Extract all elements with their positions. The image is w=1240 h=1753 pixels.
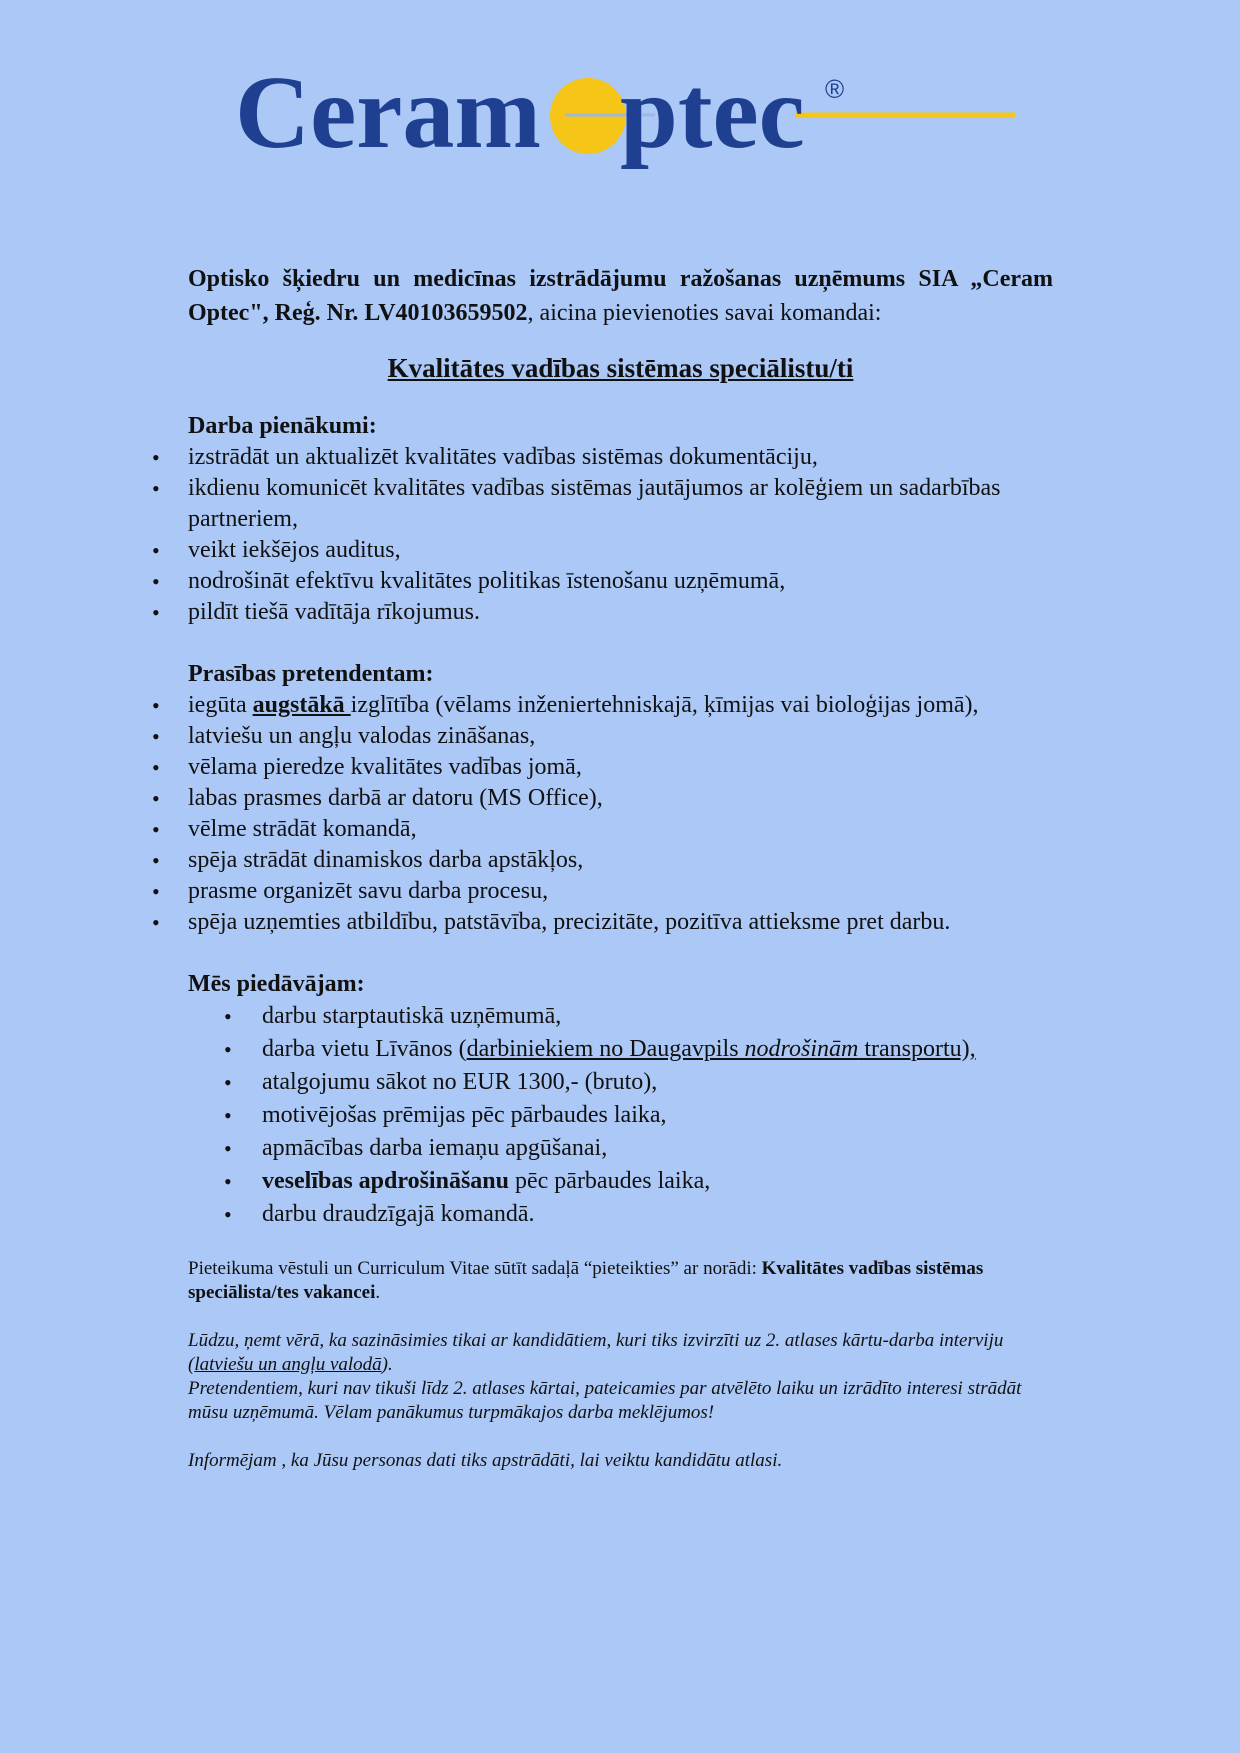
list-item: • veikt iekšējos auditus, <box>188 535 1053 566</box>
application-text: Pieteikuma vēstuli un Curriculum Vitae sūtīt sadaļā “pieteikties” ar norādi: <box>188 1258 762 1279</box>
list-item <box>262 1165 1053 1198</box>
req-text: iegūta <box>188 692 253 718</box>
req-text: izglītība (vēlams inženiertehniskajā, ķīmijas vai bioloģijas jomā), <box>350 692 979 718</box>
company-logo <box>235 60 1015 185</box>
application-subject: Kvalitātes vadības sistēmas speciālista/tes vakancei <box>188 1258 984 1303</box>
duties-heading: Darba pienākumi: <box>188 413 377 439</box>
offer-list <box>262 1000 1053 1231</box>
offer-text: pēc pārbaudes laika, <box>508 1168 711 1194</box>
intro-invite: , aicina pievienoties savai komandai: <box>527 300 882 326</box>
logo-registered-mark: ® <box>825 74 845 104</box>
note-text: Lūdzu, ņemt vērā, ka sazināsimies tikai ar kandidātiem, kuri tiks izvirzīti uz 2. atlases kārtu-darba interviju ( <box>188 1330 1004 1375</box>
req-emphasis: augstākā <box>252 692 351 718</box>
requirements-list <box>188 690 1053 938</box>
duties-list <box>188 442 1053 628</box>
list-item: • nodrošināt efektīvu kvalitātes politikas īstenošanu uzņēmumā, <box>188 566 1053 597</box>
list-item: • labas prasmes darbā ar datoru (MS Office), <box>188 783 1053 814</box>
list-item: • prasme organizēt savu darba procesu, <box>188 876 1053 907</box>
offer-emphasis: veselības apdrošināšanu <box>262 1168 509 1194</box>
list-item: • vēlama pieredze kvalitātes vadības jomā, <box>188 752 1053 783</box>
offer-text: nodrošinām <box>744 1036 859 1062</box>
document-body <box>188 262 1053 1473</box>
list-item: • apmācības darba iemaņu apgūšanai, <box>262 1132 1053 1165</box>
list-item: • darbu draudzīgajā komandā. <box>262 1198 1053 1231</box>
logo-text-right: ptec <box>620 60 805 170</box>
note-paragraph <box>188 1329 1053 1425</box>
application-instructions <box>188 1257 1053 1305</box>
list-item: • ikdienu komunicēt kvalitātes vadības sistēmas jautājumos ar kolēģiem un sadarbības partneriem, <box>188 473 1053 535</box>
note-text: ). <box>381 1354 393 1375</box>
list-item: • pildīt tiešā vadītāja rīkojumus. <box>188 597 1053 628</box>
application-text: . <box>375 1282 381 1303</box>
offer-text: darba vietu Līvānos ( <box>262 1036 467 1062</box>
note-languages: latviešu un angļu valodā <box>194 1354 382 1375</box>
list-item: • spēja uzņemties atbildību, patstāvība, precizitāte, pozitīva attieksme pret darbu. <box>188 907 1053 938</box>
list-item: • vēlme strādāt komandā, <box>188 814 1053 845</box>
note-text: Pretendentiem, kuri nav tikuši līdz 2. atlases kārtai, pateicamies par atvēlēto laiku un izrādīto interesi strādāt mūsu uzņēmumā. Vēlam panākumus turpmākajos darba meklējumos! <box>188 1378 1022 1423</box>
offer-text: darbiniekiem no Daugavpils <box>466 1036 745 1062</box>
privacy-note: Informējam , ka Jūsu personas dati tiks apstrādāti, lai veiktu kandidātu atlasi. <box>188 1450 783 1471</box>
list-item: • spēja strādāt dinamiskos darba apstākļos, <box>188 845 1053 876</box>
list-item <box>262 1033 1053 1066</box>
intro-company: Optisko šķiedru un medicīnas izstrādājumu ražošanas uzņēmums SIA „Ceram Optec", Reģ. Nr. LV40103659502 <box>188 266 1053 326</box>
requirements-heading: Prasības pretendentam: <box>188 661 434 687</box>
list-item: • atalgojumu sākot no EUR 1300,- (bruto), <box>262 1066 1053 1099</box>
list-item: • motivējošas prēmijas pēc pārbaudes laika, <box>262 1099 1053 1132</box>
job-title: Kvalitātes vadības sistēmas speciālistu/ti <box>387 353 854 383</box>
list-item: • darbu starptautiskā uzņēmumā, <box>262 1000 1053 1033</box>
intro-paragraph <box>188 262 1053 330</box>
logo-text-left: Ceram <box>235 60 542 170</box>
offer-text: transportu), <box>858 1036 976 1062</box>
offer-underlined <box>467 1036 976 1062</box>
list-item: • izstrādāt un aktualizēt kvalitātes vadības sistēmas dokumentāciju, <box>188 442 1053 473</box>
list-item: • latviešu un angļu valodas zināšanas, <box>188 721 1053 752</box>
offer-heading: Mēs piedāvājam: <box>188 971 365 997</box>
list-item <box>188 690 1053 721</box>
